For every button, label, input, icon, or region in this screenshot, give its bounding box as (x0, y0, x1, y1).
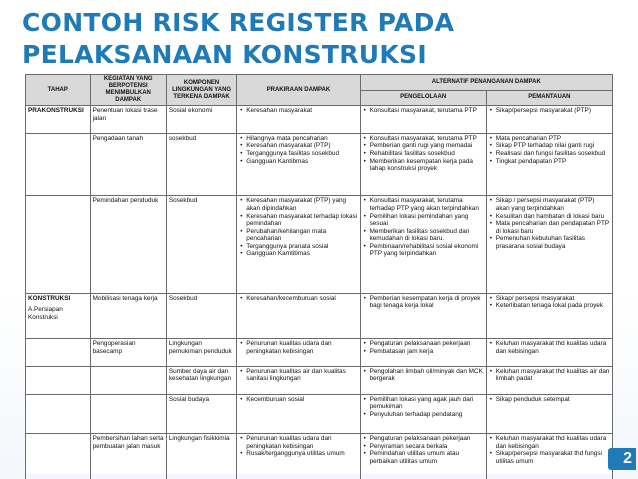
prakiraan-list (239, 295, 357, 303)
prakiraan-item: • Keresahan masyarakat (PTP) (239, 142, 357, 150)
cell-prakiraan (237, 366, 360, 394)
pemantauan-list (489, 135, 610, 165)
cell-kegiatan (90, 366, 166, 394)
pengelolaan-item: • Pemindahan utilitas umum atau perbaikan utilitas umum (363, 450, 484, 465)
pengelolaan-list (363, 368, 484, 383)
pengelolaan-item: • Pengaturan pelaksanaan pekerjaan (363, 340, 484, 348)
pengelolaan-item: • Memberikan kesempatan kerja pada tahap konstruksi proyek (363, 158, 484, 173)
tahap-label: KONSTRUKSI (28, 294, 71, 302)
header-kegiatan: KEGIATAN YANG BERPOTENSI MENIMBULKAN DAMPAK (90, 75, 166, 106)
cell-pengelolaan (360, 196, 486, 293)
table-row (26, 106, 613, 134)
pengelolaan-item: • Pemilihan lokasi pemindahan yang sesuai (363, 213, 484, 228)
prakiraan-list (239, 396, 357, 404)
prakiraan-item: • Perubahan/kehilangan mata pencaharian (239, 228, 357, 243)
prakiraan-list (239, 340, 357, 355)
pemantauan-item: • Keluhan masyarakat thd kualitas air dan limbah padat (489, 368, 610, 383)
cell-pemantauan (486, 196, 612, 293)
cell-kegiatan: Penentuan lokasi trase jalan (90, 106, 166, 134)
prakiraan-list (239, 107, 357, 115)
table-body (26, 106, 613, 479)
pemantauan-list (489, 368, 610, 383)
cell-kegiatan: Pengoperasian basecamp (90, 339, 166, 367)
prakiraan-item: • Keresahan masyarakat (PTP) yang akan dipindahkan (239, 197, 357, 212)
slide-title-line-1: CONTOH RISK REGISTER PADA (22, 8, 455, 37)
cell-prakiraan (237, 133, 360, 196)
cell-tahap (26, 106, 91, 134)
pemantauan-list (489, 396, 610, 404)
prakiraan-list (239, 135, 357, 165)
cell-komponen: Sosial budaya (166, 394, 236, 433)
table-row (26, 366, 613, 394)
pengelolaan-item: • Memberikan fasilitas sosekbud dan kemudahan di lokasi baru. (363, 228, 484, 243)
pengelolaan-item: • Pemberian kesempatan kerja di proyek bagi tenaga kerja lokal (363, 295, 484, 310)
header-komponen: KOMPONEN LINGKUNGAN YANG TERKENA DAMPAK (166, 75, 236, 106)
page-number: 2 (608, 448, 636, 470)
table-row (26, 293, 613, 338)
risk-register-table-container (25, 74, 613, 474)
cell-pengelolaan (360, 293, 486, 338)
prakiraan-item: • Rusak/terganggunya utilitas umum (239, 450, 357, 458)
cell-pemantauan (486, 366, 612, 394)
pengelolaan-list (363, 197, 484, 258)
table-row (26, 196, 613, 293)
tahap-sub-label: A.Persiapan Konstruksi (28, 306, 63, 321)
prakiraan-item: • Kecemburuan sosial (239, 396, 357, 404)
cell-komponen: Sumber daya air dan kesehatan lingkungan (166, 366, 236, 394)
pengelolaan-list (363, 135, 484, 173)
pengelolaan-list (363, 396, 484, 419)
cell-tahap (26, 196, 91, 293)
pemantauan-item: • Mata pencaharian PTP (489, 135, 610, 143)
cell-komponen: Lingkungan fisikkimia (166, 434, 236, 479)
table-header (26, 75, 613, 106)
header-alternatif: ALTERNATIF PENANGANAN DAMPAK (360, 75, 612, 91)
prakiraan-item: • Gangguan Kantibmas (239, 158, 357, 166)
prakiraan-list (239, 435, 357, 458)
cell-pemantauan (486, 133, 612, 196)
pengelolaan-list (363, 435, 484, 465)
cell-pengelolaan (360, 394, 486, 433)
pemantauan-item: • Sikap / persepsi masyarakat (PTP) akan yang terpindahkan (489, 197, 610, 212)
pemantauan-item: • Keluhan masyarakat thd kualitas udara dan kebisingan (489, 435, 610, 450)
cell-kegiatan: Pemindahan penduduk (90, 196, 166, 293)
cell-tahap (26, 394, 91, 433)
cell-pemantauan (486, 339, 612, 367)
pengelolaan-item: • Pengaturan pelaksanaan pekerjaan (363, 435, 484, 443)
pengelolaan-item: • Pembinaan/rehabilitasi sosial ekonomi PTP yang terpindahkan (363, 243, 484, 258)
pengelolaan-item: • Penyiraman secara berkala (363, 443, 484, 451)
pengelolaan-list (363, 107, 484, 115)
cell-tahap (26, 434, 91, 479)
cell-prakiraan (237, 293, 360, 338)
table-row (26, 133, 613, 196)
prakiraan-item: • Keresahan/kecemburuan sosial (239, 295, 357, 303)
header-prakiraan: PRAKIRAAN DAMPAK (237, 75, 360, 106)
cell-kegiatan: Mobilisasi tenaga kerja (90, 293, 166, 338)
cell-tahap (26, 339, 91, 367)
pemantauan-item: • Pemenuhan kebutuhan fasilitas prasarana sosial budaya (489, 235, 610, 250)
pemantauan-item: • Sikap penduduk setempat (489, 396, 610, 404)
pengelolaan-item: • Pemberian ganti rugi yang memadai (363, 142, 484, 150)
pemantauan-list (489, 435, 610, 465)
pemantauan-list (489, 340, 610, 355)
header-pengelolaan: PENGELOLAAN (360, 90, 486, 106)
pemantauan-item: • Sikap/persepsi masyarakat (PTP) (489, 107, 610, 115)
prakiraan-item: • Keresahan masyarakat (239, 107, 357, 115)
cell-kegiatan (90, 394, 166, 433)
table-row (26, 339, 613, 367)
cell-pengelolaan (360, 133, 486, 196)
pemantauan-item: • Keterlibatan tenaga lokal pada proyek (489, 302, 610, 310)
prakiraan-item: • Penurunan kualitas udara dan peningkatan kebisingan (239, 435, 357, 450)
prakiraan-item: • Penurunan kualitas udara dan peningkatan kebisingan (239, 340, 357, 355)
header-pemantauan: PEMANTAUAN (486, 90, 612, 106)
pemantauan-item: • Sikap PTP terhadap nilai ganti rugi (489, 142, 610, 150)
pemantauan-item: • Kesulitan dan hambatan di lokasi baru (489, 213, 610, 221)
slide-title-line-2: PELAKSANAAN KONSTRUKSI (22, 40, 427, 69)
cell-komponen: Sosekbud (166, 196, 236, 293)
pemantauan-item: • Sikap/persepsi masyarakat thd fungsi utilitas umum (489, 450, 610, 465)
pemantauan-item: • Mata pencaharian dan pendapatan PTP di lokasi baru (489, 220, 610, 235)
prakiraan-item: • Terganggunya pranata sosial (239, 243, 357, 251)
cell-komponen: Sosekbud (166, 293, 236, 338)
cell-pemantauan (486, 434, 612, 479)
cell-komponen: Lingkungan pemukiman penduduk (166, 339, 236, 367)
cell-prakiraan (237, 106, 360, 134)
cell-prakiraan (237, 196, 360, 293)
cell-komponen: sosekbud (166, 133, 236, 196)
pemantauan-item: • Keluhan masyarakat thd kualitas udara dan kebisingan (489, 340, 610, 355)
header-tahap: TAHAP (26, 75, 91, 106)
pemantauan-item: • Tingkat pendapatan PTP (489, 158, 610, 166)
pengelolaan-item: • Penyuluhan terhadap pendatang (363, 411, 484, 419)
cell-kegiatan: Pembersihan lahan serta pembuatan jalan masuk (90, 434, 166, 479)
prakiraan-list (239, 197, 357, 258)
pengelolaan-list (363, 340, 484, 355)
tahap-label: PRAKONSTRUKSI (28, 107, 84, 114)
cell-kegiatan: Pengadaan tanah (90, 133, 166, 196)
pengelolaan-item: • Konsultasi masyarakat, terutama PTP (363, 107, 484, 115)
pengelolaan-item: • Rehabilitasi fasilitas sosekbud (363, 150, 484, 158)
prakiraan-item: • Penurunan kualitas air dan kualitas sanitasi lingkungan (239, 368, 357, 383)
prakiraan-item: • Keresahan masyarakat terhadap lokasi pemindahan (239, 213, 357, 228)
cell-komponen: Sosial ekonomi (166, 106, 236, 134)
cell-prakiraan (237, 394, 360, 433)
pengelolaan-list (363, 295, 484, 310)
table-row (26, 434, 613, 479)
cell-pengelolaan (360, 366, 486, 394)
cell-pemantauan (486, 394, 612, 433)
cell-pemantauan (486, 293, 612, 338)
cell-pengelolaan (360, 339, 486, 367)
cell-tahap (26, 293, 91, 338)
pemantauan-item: • Sikap/ persepsi masyarakat (489, 295, 610, 303)
pemantauan-list (489, 107, 610, 115)
prakiraan-item: • Gangguan Kamtibmas (239, 250, 357, 258)
slide-title (22, 7, 542, 71)
cell-prakiraan (237, 339, 360, 367)
cell-pemantauan (486, 106, 612, 134)
pengelolaan-item: • Pengolahan limbah oli/minyak dan MCK bergerak (363, 368, 484, 383)
pemantauan-list (489, 197, 610, 250)
cell-pengelolaan (360, 434, 486, 479)
cell-pengelolaan (360, 106, 486, 134)
pengelolaan-item: • Pembatasan jam kerja (363, 348, 484, 356)
risk-register-table (25, 74, 613, 479)
cell-tahap (26, 133, 91, 196)
table-row (26, 394, 613, 433)
cell-tahap (26, 366, 91, 394)
pengelolaan-item: • Pemilihan lokasi yang agak jauh dari pemukiman (363, 396, 484, 411)
prakiraan-list (239, 368, 357, 383)
pengelolaan-item: • Konsultasi masyarakat, terutama terhadap PTP yang akan terpindahkan (363, 197, 484, 212)
prakiraan-item: • Terganggunya fasilitas sosekbud (239, 150, 357, 158)
cell-prakiraan (237, 434, 360, 479)
pemantauan-list (489, 295, 610, 310)
prakiraan-item: • Hilangnya mata pencaharian (239, 135, 357, 143)
pengelolaan-item: • Konsultasi masyarakat, terutama PTP (363, 135, 484, 143)
pemantauan-item: • Realisasi dan fungsi fasilitas sosekbud (489, 150, 610, 158)
